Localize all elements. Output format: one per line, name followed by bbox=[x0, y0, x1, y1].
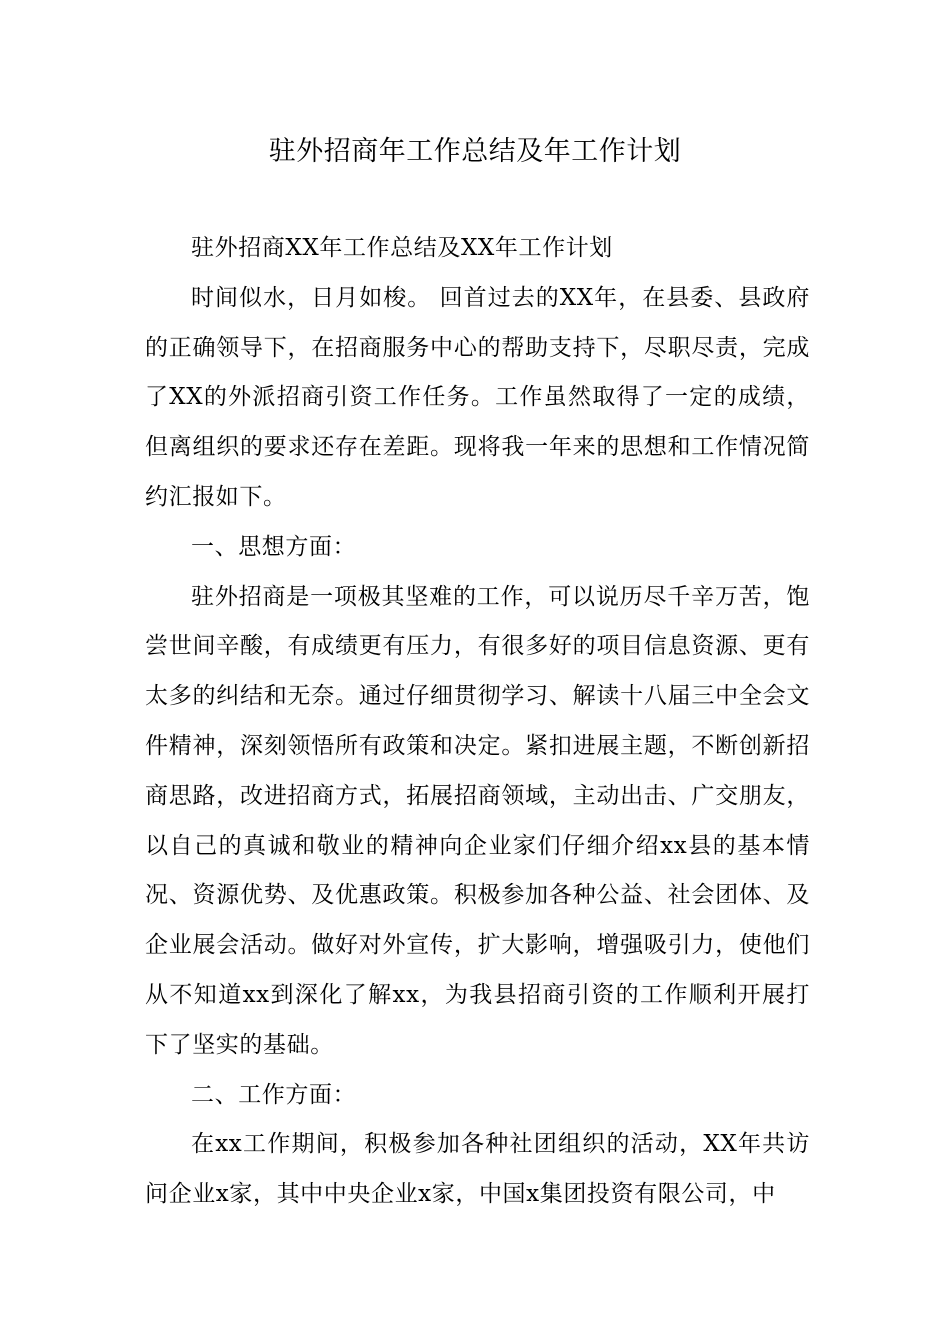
section-heading-thought: 一、思想方面： bbox=[191, 533, 357, 560]
paragraph-subtitle: 驻外招商XX年工作总结及XX年工作计划 bbox=[191, 235, 613, 261]
document-title: 驻外招商年工作总结及年工作计划 bbox=[268, 136, 682, 167]
paragraph-work: 在xx工作期间，积极参加各种社团组织的活动，XX年共访问企业x家，其中中央企业x家，中国x集团投资有限公司，中 bbox=[145, 1131, 810, 1208]
document-body bbox=[145, 224, 810, 1220]
paragraph-intro: 时间似水，日月如梭。 回首过去的XX年，在县委、县政府的正确领导下，在招商服务中心的帮助支持下，尽职尽责，完成了XX的外派招商引资工作任务。工作虽然取得了一定的成绩，但离组织的要求还存在差距。现将我一年来的思想和工作情况简约汇报如下。 bbox=[145, 284, 810, 510]
section-heading-work: 二、工作方面： bbox=[191, 1081, 357, 1108]
paragraph-thought: 驻外招商是一项极其坚难的工作，可以说历尽千辛万苦，饱尝世间辛酸，有成绩更有压力，有很多好的项目信息资源、更有太多的纠结和无奈。通过仔细贯彻学习、解读十八届三中全会文件精神，深刻领悟所有政策和决定。紧扣进展主题，不断创新招商思路，改进招商方式，拓展招商领域，主动出击、广交朋友，以自己的真诚和敬业的精神向企业家们仔细介绍xx县的基本情况、资源优势、及优惠政策。积极参加各种公益、社会团体、及企业展会活动。做好对外宣传，扩大影响，增强吸引力，使他们从不知道xx到深化了解xx，为我县招商引资的工作顺利开展打下了坚实的基础。 bbox=[145, 583, 810, 1058]
